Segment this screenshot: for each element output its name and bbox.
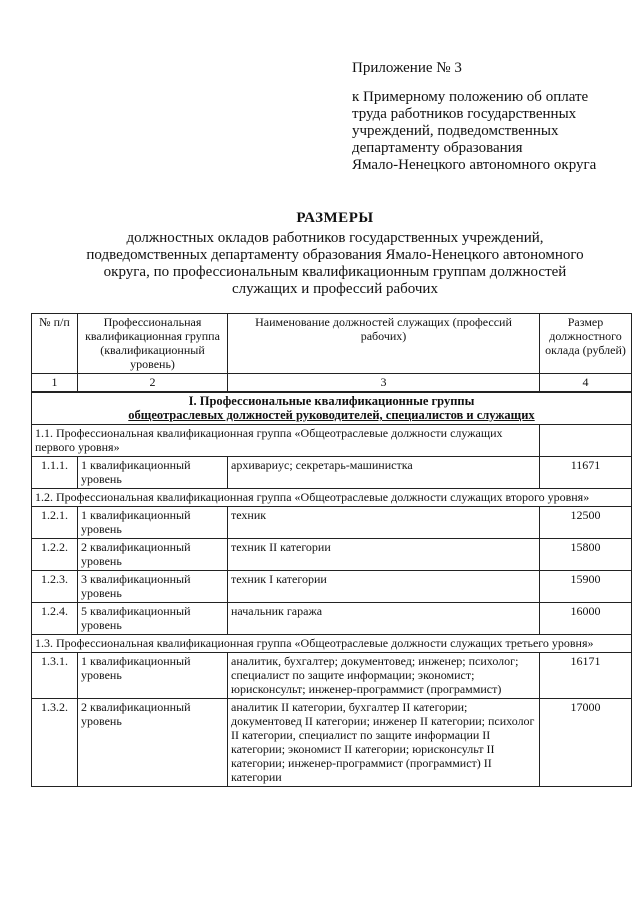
table-row — [32, 571, 632, 603]
table-row — [32, 603, 632, 635]
row-positions: архивариус; секретарь-машинистка — [228, 457, 540, 489]
row-level: 3 квалификационный уровень — [78, 571, 228, 603]
column-number-row — [32, 374, 632, 393]
row-level: 1 квалификационный уровень — [78, 457, 228, 489]
column-number: 2 — [78, 374, 228, 393]
group-title: 1.1. Профессиональная квалификационная группа «Общеотраслевые должности служащих первого уровня» — [32, 425, 540, 457]
table-row — [32, 653, 632, 699]
row-salary: 17000 — [540, 699, 632, 787]
column-number: 1 — [32, 374, 78, 393]
section-heading-row — [32, 392, 632, 425]
group-title: 1.2. Профессиональная квалификационная группа «Общеотраслевые должности служащих второго уровня» — [32, 489, 632, 507]
subtitle-line: должностных окладов работников государственных учреждений, — [126, 230, 544, 246]
header-salary: Размер должностного оклада (рублей) — [540, 314, 632, 374]
row-level: 1 квалификационный уровень — [78, 507, 228, 539]
column-number: 4 — [540, 374, 632, 393]
subtitle-line: округа, по профессиональным квалификационным группам должностей — [103, 264, 567, 280]
row-positions: начальник гаража — [228, 603, 540, 635]
appendix-block — [352, 60, 596, 174]
table-row — [32, 539, 632, 571]
row-salary: 15900 — [540, 571, 632, 603]
document-heading — [40, 210, 630, 298]
group-title: 1.3. Профессиональная квалификационная группа «Общеотраслевые должности служащих третьего уровня» — [32, 635, 632, 653]
appendix-number: Приложение № 3 — [352, 60, 462, 76]
row-positions: аналитик, бухгалтер; документовед; инженер; психолог; специалист по защите информации; экономист; юрисконсульт; инженер-программист (программист) — [228, 653, 540, 699]
section-heading-line1: I. Профессиональные квалификационные группы — [188, 394, 475, 408]
row-number: 1.2.1. — [32, 507, 78, 539]
row-salary: 16171 — [540, 653, 632, 699]
header-group: Профессиональная квалификационная группа (квалификационный уровень) — [78, 314, 228, 374]
row-positions: техник I категории — [228, 571, 540, 603]
appendix-line: Ямало-Ненецкого автономного округа — [352, 157, 597, 173]
row-positions: техник — [228, 507, 540, 539]
section-heading — [32, 392, 632, 425]
header-number: № п/п — [32, 314, 78, 374]
row-level: 2 квалификационный уровень — [78, 539, 228, 571]
table-row — [32, 699, 632, 787]
table-header-row — [32, 314, 632, 374]
header-positions: Наименование должностей служащих (профессий рабочих) — [228, 314, 540, 374]
row-number: 1.3.1. — [32, 653, 78, 699]
row-number: 1.1.1. — [32, 457, 78, 489]
document-title: РАЗМЕРЫ — [296, 210, 374, 226]
row-level: 1 квалификационный уровень — [78, 653, 228, 699]
row-level: 2 квалификационный уровень — [78, 699, 228, 787]
row-level: 5 квалификационный уровень — [78, 603, 228, 635]
row-salary: 12500 — [540, 507, 632, 539]
appendix-line: учреждений, подведомственных — [352, 123, 559, 139]
row-number: 1.2.3. — [32, 571, 78, 603]
group-title-row — [32, 635, 632, 653]
section-heading-line2: общеотраслевых должностей руководителей, специалистов и служащих — [128, 408, 535, 422]
row-number: 1.2.4. — [32, 603, 78, 635]
group-title-row — [32, 425, 632, 457]
row-positions: аналитик II категории, бухгалтер II категории; документовед II категории; инженер II категории; психолог II категории, специалист по защите информации II категории; экономист II категории; юрисконсульт II категории; инженер-программист (программист) II категории — [228, 699, 540, 787]
subtitle-line: служащих и профессий рабочих — [232, 281, 438, 297]
row-number: 1.2.2. — [32, 539, 78, 571]
subtitle-line: подведомственных департаменту образования Ямало-Ненецкого автономного — [86, 247, 584, 263]
group-title-row — [32, 489, 632, 507]
empty-cell — [540, 425, 632, 457]
row-salary: 16000 — [540, 603, 632, 635]
appendix-line: труда работников государственных — [352, 106, 577, 122]
table-row — [32, 507, 632, 539]
row-positions: техник II категории — [228, 539, 540, 571]
table-row — [32, 457, 632, 489]
appendix-line: департаменту образования — [352, 140, 523, 156]
row-salary: 11671 — [540, 457, 632, 489]
salary-table — [31, 313, 632, 787]
row-number: 1.3.2. — [32, 699, 78, 787]
appendix-line: к Примерному положению об оплате — [352, 89, 589, 105]
row-salary: 15800 — [540, 539, 632, 571]
column-number: 3 — [228, 374, 540, 393]
